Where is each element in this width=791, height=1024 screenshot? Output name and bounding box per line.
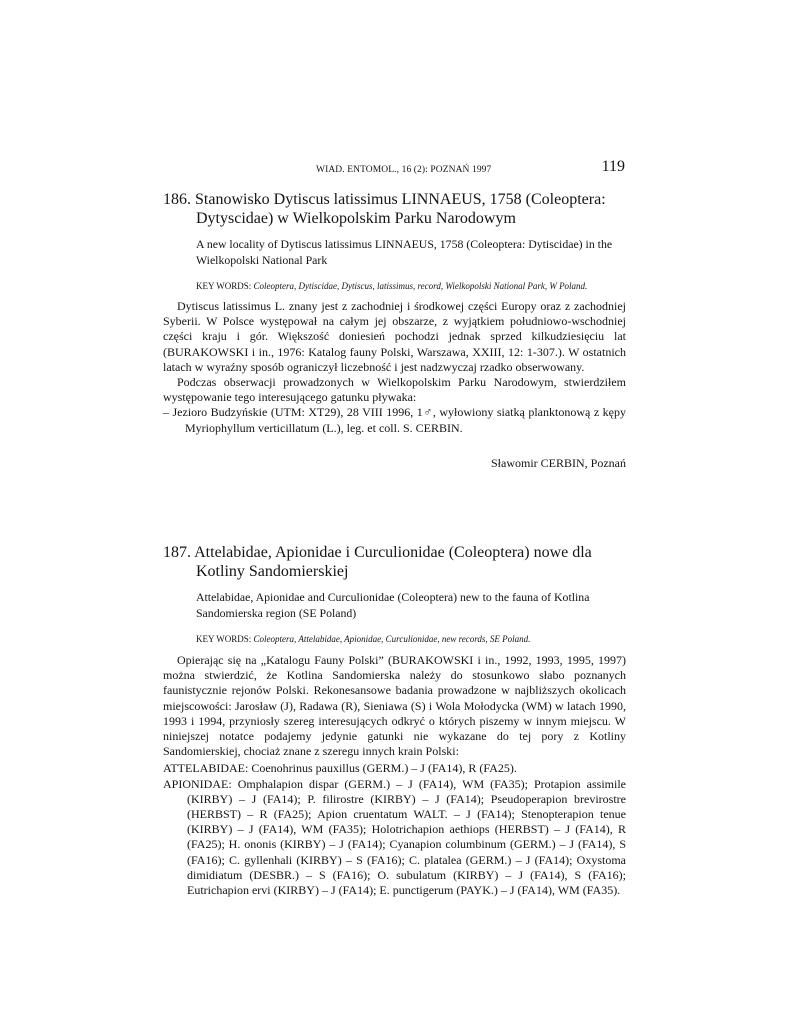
article-187-english-title: Attelabidae, Apionidae and Curculionidae (Coleoptera) new to the fauna of Kotlina Sandomierska region (SE Poland)	[196, 590, 590, 620]
journal-citation: WIAD. ENTOMOL., 16 (2): POZNAŃ 1997	[316, 165, 492, 175]
keywords-label: KEY WORDS:	[196, 281, 252, 291]
running-header	[0, 158, 791, 180]
title-text: Stanowisko Dytiscus latissimus LINNAEUS, 1758 (Coleoptera: Dytyscidae) w Wielkopolskim Parku Narodowym	[195, 191, 606, 227]
article-number: 187.	[163, 544, 191, 561]
article-186-title	[163, 190, 626, 228]
page-number: 119	[601, 158, 625, 175]
article-186	[163, 190, 626, 471]
article-187	[163, 543, 626, 898]
keywords-text: Coleoptera, Attelabidae, Apionidae, Curculionidae, new records, SE Poland.	[253, 634, 531, 644]
attelabidae-records: ATTELABIDAE: Coenohrinus pauxillus (GERM.) – J (FA14), R (FA25).	[163, 761, 517, 776]
apionidae-records: APIONIDAE: Omphalapion dispar (GERM.) – J (FA14), WM (FA35); Protapion assimile (KIRBY) – J (FA14); P. filirostre (KIRBY) – J (FA14); Pseudoperapion brevirostre (HERBST) – R (FA25); Apion cruentatum WALT. – J (FA14); Stenopterapion tenue (KIRBY) – J (FA14), WM (FA35); Holotrichapion aethiops (HERBST) – J (FA14), R (FA25); H. ononis (KIRBY) – J (FA14); Cyanapion columbinum (GERM.) – J (FA14), S (FA16); C. gyllenhali (KIRBY) – S (FA16); C. platalea (GERM.) – J (FA14); Oxystoma dimidiatum (DESBR.) – S (FA16); O. subulatum (KIRBY) – J (FA14), S (FA16); Eutrichapion ervi (KIRBY) – J (FA14); E. punctigerum (PAYK.) – J (FA14), WM (FA35).	[163, 776, 626, 898]
article-187-title	[163, 543, 626, 581]
article-186-english-title: A new locality of Dytiscus latissimus LINNAEUS, 1758 (Coleoptera: Dytiscidae) in the Wielkopolski National Park	[196, 237, 613, 267]
paragraph: Opierając się na „Katalogu Fauny Polski” (BURAKOWSKI i in., 1992, 1993, 1995, 1997) można stwierdzić, że Kotlina Sandomierska należy do stosunkowo słabo poznanych faunistycznie rejonów Polski. Rekonesansowe badania prowadzone w najbliższych okolicach miejscowości: Jarosław (J), Radawa (R), Sieniawa (S) i Wola Mołodycka (WM) w latach 1990, 1993 i 1994, przyniosły szereg interesujących odkryć o których piszemy w innym miejscu. W niniejszej notatce podajemy jedynie gatunki nie wykazane do tej pory z Kotliny Sandomierskiej, chociaż znane z szeregu innych krain Polski:	[163, 653, 626, 759]
article-187-keywords	[196, 633, 626, 645]
title-text: Attelabidae, Apionidae i Curculionidae (Coleoptera) nowe dla Kotliny Sandomierskiej	[194, 544, 592, 580]
locality-record: – Jezioro Budzyńskie (UTM: XT29), 28 VIII 1996, 1♂, wyłowiony siatką planktonową z kępy Myriophyllum verticillatum (L.), leg. et coll. S. CERBIN.	[163, 405, 626, 435]
article-186-body	[163, 299, 626, 436]
keywords-label: KEY WORDS:	[196, 634, 252, 644]
author-signature: Sławomir CERBIN, Poznań	[491, 455, 626, 470]
article-number: 186.	[163, 191, 191, 208]
paragraph: Podczas obserwacji prowadzonych w Wielkopolskim Parku Narodowym, stwierdziłem występowanie tego interesującego gatunku pływaka:	[163, 375, 626, 405]
article-186-keywords	[196, 280, 626, 292]
keywords-text: Coleoptera, Dytiscidae, Dytiscus, latissimus, record, Wielkopolski National Park, W Poland.	[253, 281, 588, 291]
paragraph: Dytiscus latissimus L. znany jest z zachodniej i środkowej części Europy oraz z zachodniej Syberii. W Polsce występował na całym jej obszarze, z wyjątkiem południowo-wschodniej części kraju i gór. Większość doniesień pochodzi jednak sprzed kilkudziesięciu lat (BURAKOWSKI i in., 1976: Katalog fauny Polski, Warszawa, XXIII, 12: 1-307.). W ostatnich latach w wyraźny sposób ograniczył liczebność i jest nadzwyczaj rzadko obserwowany.	[163, 299, 626, 374]
article-187-body	[163, 653, 626, 898]
